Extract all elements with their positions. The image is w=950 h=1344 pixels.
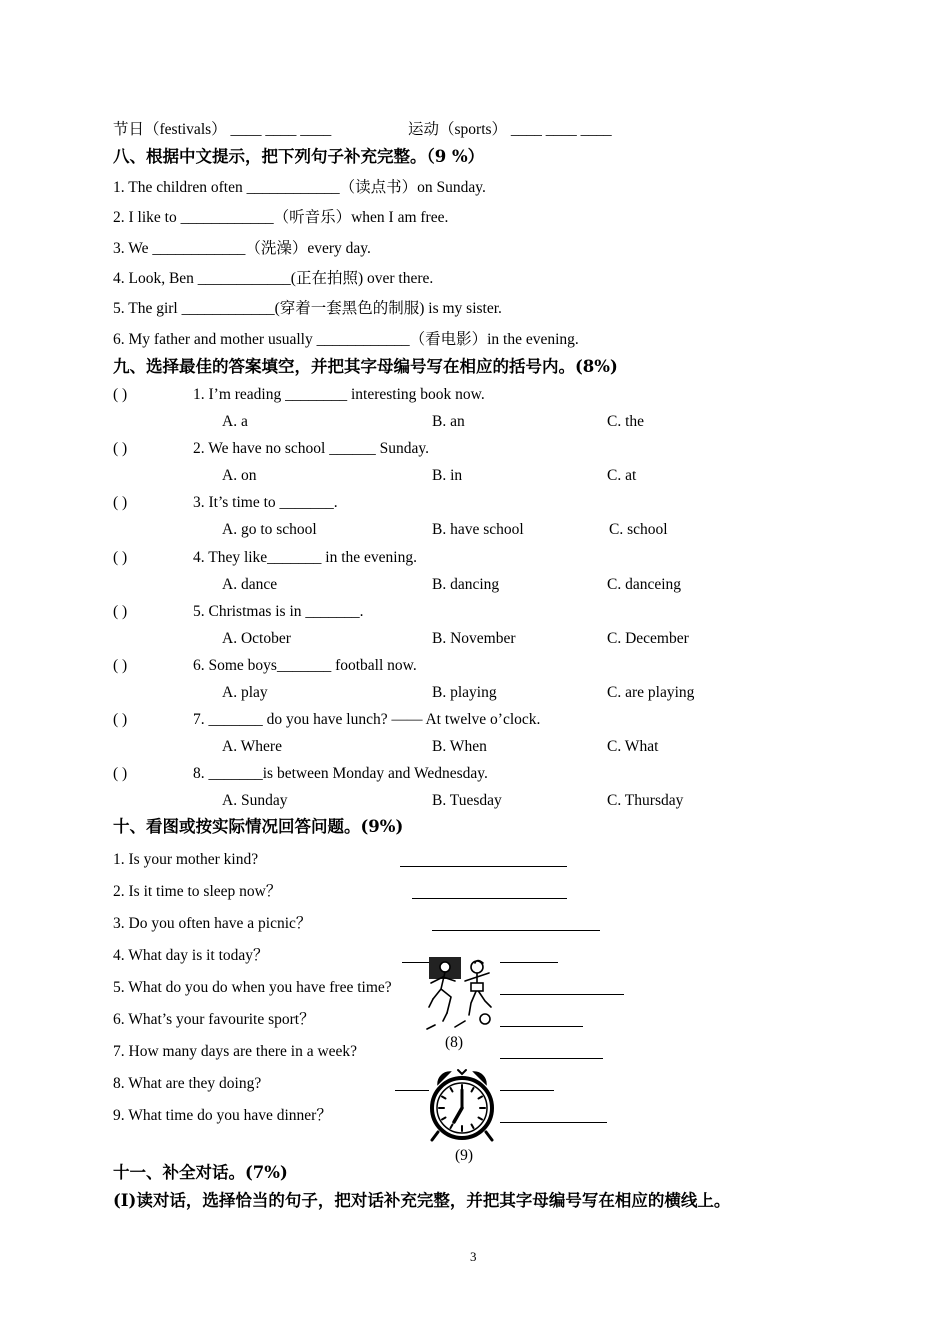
option-c: C. Thursday bbox=[607, 792, 684, 809]
option-c: C. at bbox=[607, 467, 637, 484]
option-a: A. October bbox=[222, 630, 291, 647]
answer-paren[interactable]: ( ) bbox=[113, 549, 128, 566]
answer-line[interactable] bbox=[500, 962, 558, 963]
s8-item-3: 3. We ____________（洗澡）every day. bbox=[113, 240, 371, 257]
section11-subheading: (Ⅰ)读对话，选择恰当的句子，把对话补充完整，并把其字母编号写在相应的横线上。 bbox=[113, 1191, 731, 1210]
answer-line[interactable] bbox=[500, 1026, 583, 1027]
children-playing-football-illustration bbox=[425, 955, 500, 1030]
figure-8-label: (8) bbox=[445, 1034, 464, 1051]
question-text: 4. They like_______ in the evening. bbox=[193, 549, 417, 566]
answer-paren[interactable]: ( ) bbox=[113, 711, 128, 728]
question-text: 3. It’s time to _______. bbox=[193, 494, 338, 511]
option-a: A. a bbox=[222, 413, 248, 430]
s8-item-4: 4. Look, Ben ____________(正在拍照) over there. bbox=[113, 270, 434, 287]
option-c: C. danceing bbox=[607, 576, 682, 593]
s10-question-5: 5. What do you do when you have free time? bbox=[113, 979, 392, 996]
option-c: C. December bbox=[607, 630, 689, 647]
option-a: A. Where bbox=[222, 738, 282, 755]
answer-paren[interactable]: ( ) bbox=[113, 386, 128, 403]
s10-question-8: 8. What are they doing? bbox=[113, 1075, 262, 1092]
answer-paren[interactable]: ( ) bbox=[113, 657, 128, 674]
answer-paren[interactable]: ( ) bbox=[113, 603, 128, 620]
answer-paren[interactable]: ( ) bbox=[113, 440, 128, 457]
question-text: 5. Christmas is in _______. bbox=[193, 603, 364, 620]
question-text: 6. Some boys_______ football now. bbox=[193, 657, 417, 674]
question-text: 1. I’m reading ________ interesting book now. bbox=[193, 386, 485, 403]
option-b: B. dancing bbox=[432, 576, 500, 593]
s10-question-9: 9. What time do you have dinner？ bbox=[113, 1107, 332, 1124]
s10-question-2: 2. Is it time to sleep now？ bbox=[113, 883, 282, 900]
festivals-line: 节日（festivals） ____ ____ ____ bbox=[113, 121, 332, 138]
option-b: B. an bbox=[432, 413, 465, 430]
option-b: B. Tuesday bbox=[432, 792, 502, 809]
sports-line: 运动（sports） ____ ____ ____ bbox=[408, 121, 612, 138]
s10-question-4: 4. What day is it today？ bbox=[113, 947, 269, 964]
answer-line[interactable] bbox=[432, 930, 600, 931]
s10-question-3: 3. Do you often have a picnic？ bbox=[113, 915, 312, 932]
section8-heading: 八、根据中文提示，把下列句子补充完整。（9 %） bbox=[113, 147, 485, 166]
option-a: A. Sunday bbox=[222, 792, 288, 809]
answer-paren[interactable]: ( ) bbox=[113, 765, 128, 782]
option-b: B. November bbox=[432, 630, 516, 647]
s8-item-1: 1. The children often ____________（读点书）on Sunday. bbox=[113, 179, 486, 196]
option-c: C. school bbox=[609, 521, 668, 538]
answer-line[interactable] bbox=[412, 898, 567, 899]
answer-paren[interactable]: ( ) bbox=[113, 494, 128, 511]
section11-heading: 十一、补全对话。(7%) bbox=[113, 1163, 288, 1182]
option-b: B. playing bbox=[432, 684, 497, 701]
s8-item-6: 6. My father and mother usually ____________（看电影）in the evening. bbox=[113, 331, 579, 348]
option-c: C. are playing bbox=[607, 684, 695, 701]
question-text: 7. _______ do you have lunch? —— At twelve o’clock. bbox=[193, 711, 541, 728]
section9-heading: 九、选择最佳的答案填空，并把其字母编号写在相应的括号内。(8%) bbox=[113, 357, 618, 376]
s10-question-1: 1. Is your mother kind? bbox=[113, 851, 259, 868]
s8-item-5: 5. The girl ____________(穿着一套黑色的制服) is my sister. bbox=[113, 300, 502, 317]
alarm-clock-icon bbox=[424, 1066, 500, 1142]
answer-line[interactable] bbox=[500, 1122, 607, 1123]
question-text: 2. We have no school ______ Sunday. bbox=[193, 440, 429, 457]
figure-9-label: (9) bbox=[455, 1147, 474, 1164]
answer-line[interactable] bbox=[500, 994, 624, 995]
option-b: B. have school bbox=[432, 521, 524, 538]
option-b: B. When bbox=[432, 738, 487, 755]
page-number: 3 bbox=[470, 1249, 477, 1264]
option-a: A. play bbox=[222, 684, 268, 701]
s10-question-6: 6. What’s your favourite sport？ bbox=[113, 1011, 315, 1028]
option-c: C. What bbox=[607, 738, 659, 755]
section10-heading: 十、看图或按实际情况回答问题。(9%) bbox=[113, 817, 404, 836]
option-a: A. dance bbox=[222, 576, 278, 593]
option-b: B. in bbox=[432, 467, 463, 484]
answer-line[interactable] bbox=[400, 866, 567, 867]
question-text: 8. _______is between Monday and Wednesday. bbox=[193, 765, 488, 782]
answer-line[interactable] bbox=[500, 1058, 603, 1059]
s8-item-2: 2. I like to ____________（听音乐）when I am free. bbox=[113, 209, 449, 226]
option-c: C. the bbox=[607, 413, 645, 430]
s10-question-7: 7. How many days are there in a week? bbox=[113, 1043, 358, 1060]
answer-line[interactable] bbox=[500, 1090, 554, 1091]
option-a: A. on bbox=[222, 467, 257, 484]
option-a: A. go to school bbox=[222, 521, 317, 538]
